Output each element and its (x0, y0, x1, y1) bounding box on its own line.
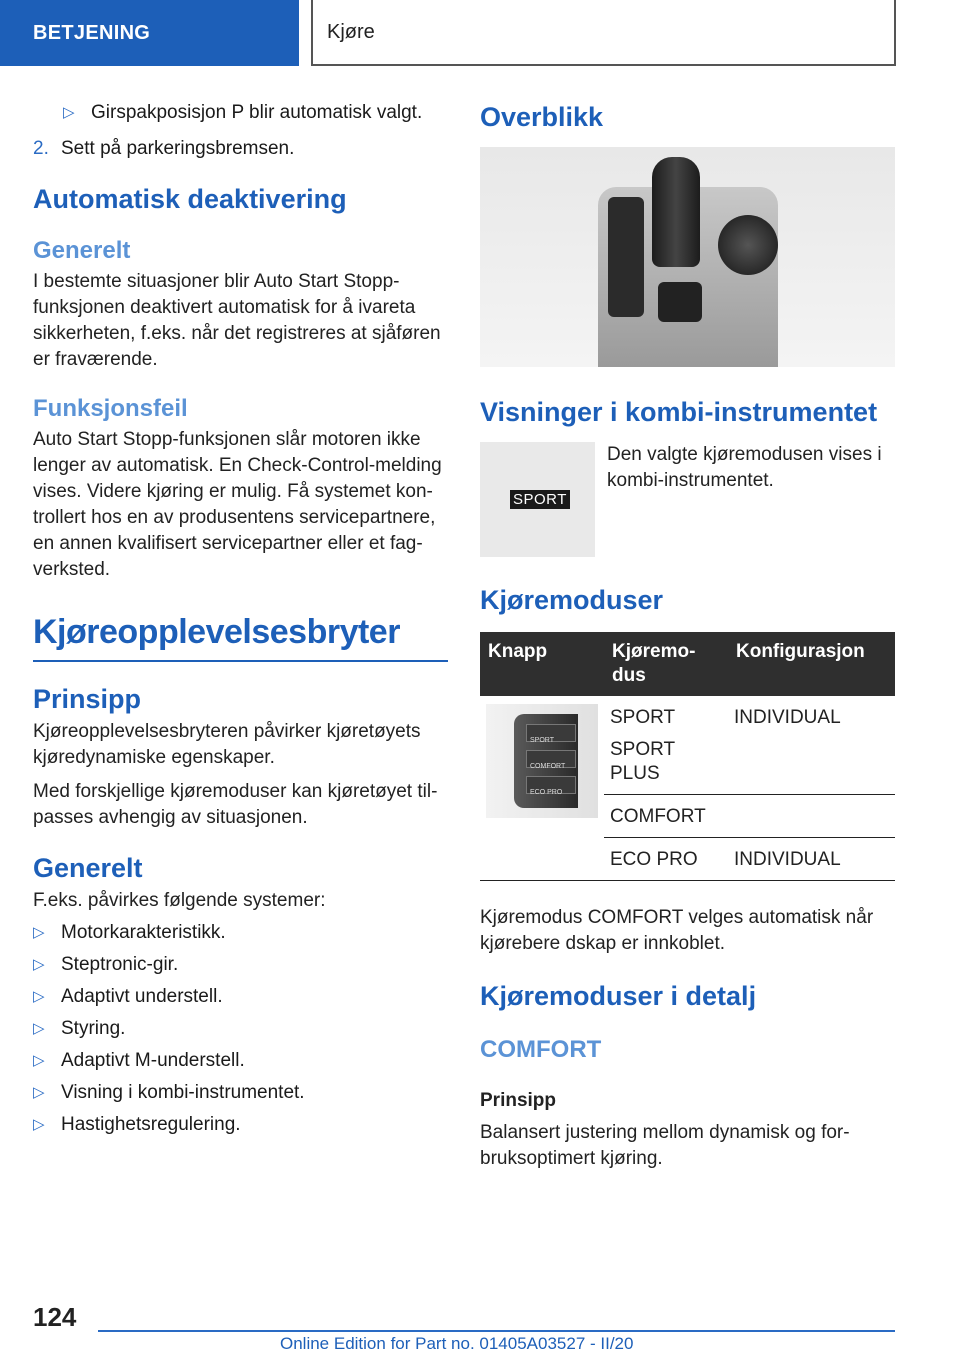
comfort-button-label: COMFORT (530, 763, 566, 770)
paragraph-prinsipp-2: Med forskjellige kjøremoduser kan kjøretøyet til-passes avhengig av situasjonen. (33, 781, 438, 828)
paragraph-comfort-auto: Kjøremodus COMFORT velges automatisk når kjørebere dskap er innkoblet. (480, 907, 874, 954)
heading-comfort: COMFORT (480, 1036, 602, 1063)
right-column (480, 100, 895, 1172)
list-item-text: Motorkarakteristikk. (61, 922, 226, 943)
config-cell (728, 795, 895, 838)
triangle-bullet-icon: ▷ (33, 956, 45, 973)
mode-button-strip (608, 197, 644, 317)
button-image-cell (480, 696, 604, 881)
eco-pro-button-label: ECO PRO (530, 789, 563, 796)
triangle-bullet-icon: ▷ (33, 1116, 45, 1133)
mode-sport-plus: SPORT PLUS (610, 739, 675, 784)
heading-visninger: Visninger i kombi-instrumentet (480, 397, 878, 427)
heading-funksjonsfeil: Funksjonsfeil (33, 395, 188, 422)
gear-selector-shape (652, 157, 700, 267)
heading-generelt: Generelt (33, 237, 131, 264)
paragraph-visninger: Den valgte kjøremodusen vises i kombi-instrumentet. (607, 444, 882, 491)
heading-detalj: Kjøremoduser i detalj (480, 981, 757, 1011)
list-item-text: Adaptivt M-understell. (61, 1050, 245, 1071)
edition-link[interactable]: Online Edition for Part no. 01405A03527 - II/20 (280, 1334, 634, 1353)
config-cell: INDIVIDUAL (728, 838, 895, 881)
heading-kjoremoduser: Kjøremoduser (480, 585, 664, 615)
table-row (480, 696, 895, 795)
list-item (33, 952, 448, 978)
column-header-kjoremodus: Kjøremo-dus (604, 632, 728, 696)
heading-generelt-2: Generelt (33, 853, 143, 883)
sport-button-label: SPORT (530, 737, 554, 744)
list-item-text: Adaptivt understell. (61, 986, 223, 1007)
paragraph-prinsipp-1: Kjøreopplevelsesbryteren påvirker kjøretøyets kjøredynamiske egenskaper. (33, 721, 421, 768)
mode-sport: SPORT (610, 707, 676, 728)
console-photo (480, 147, 895, 367)
list-item-text: Hastighetsregulering. (61, 1114, 241, 1135)
triangle-bullet-icon: ▷ (63, 104, 75, 121)
step-item (33, 136, 448, 162)
list-item-text: Visning i kombi-instrumentet. (61, 1082, 305, 1103)
heading-rule (33, 660, 448, 662)
left-column (33, 100, 448, 1144)
page-number: 124 (33, 1302, 77, 1332)
heading-prinsipp: Prinsipp (33, 684, 142, 714)
list-item (33, 100, 448, 126)
mode-buttons-photo (486, 704, 598, 818)
triangle-bullet-icon: ▷ (33, 1020, 45, 1037)
section-tab: BETJENING (0, 0, 299, 66)
sport-display-image (480, 442, 595, 557)
paragraph-comfort-prinsipp: Balansert justering mellom dynamisk og for-bruksoptimert kjøring. (480, 1122, 850, 1169)
footer-rule (98, 1330, 895, 1332)
step-text: Sett på parkeringsbremsen. (61, 138, 295, 159)
paragraph-funksjonsfeil: Auto Start Stopp-funksjonen slår motoren ikke lenger av automatisk. En Check-Control-melding vises. Videre kjøring er mulig. Få systemet kon-trollert hos en av produsentens servicepartnere, en annen kvalifisert servicepartner eller et fag-verksted. (33, 429, 442, 580)
heading-overblikk: Overblikk (480, 102, 604, 132)
mode-cell: COMFORT (604, 795, 728, 838)
driving-modes-table (480, 632, 895, 881)
step-number: 2. (33, 138, 49, 159)
heading-prinsipp-comfort: Prinsipp (480, 1090, 557, 1111)
list-item (33, 1112, 448, 1138)
triangle-bullet-icon: ▷ (33, 1084, 45, 1101)
page-header (0, 0, 960, 66)
paragraph-generelt: I bestemte situasjoner blir Auto Start Stopp-funksjonen deaktivert automatisk for å ivareta sikkerheten, f.eks. når det registreres at sjåføren er fraværende. (33, 271, 441, 370)
systems-list (33, 920, 448, 1138)
sport-display-label: SPORT (510, 490, 570, 509)
mode-cell: ECO PRO (604, 838, 728, 881)
display-section (480, 442, 895, 557)
config-cell: INDIVIDUAL (728, 696, 895, 795)
list-item-text: Styring. (61, 1018, 126, 1039)
parking-brake-button-shape (658, 282, 702, 322)
table-header-row (480, 632, 895, 696)
triangle-bullet-icon: ▷ (33, 924, 45, 941)
column-header-knapp: Knapp (480, 632, 604, 696)
list-item (33, 1080, 448, 1106)
chapter-title: Kjøre (311, 0, 896, 66)
triangle-bullet-icon: ▷ (33, 988, 45, 1005)
list-item (33, 920, 448, 946)
list-item (33, 1048, 448, 1074)
heading-auto-deactivation: Automatisk deaktivering (33, 184, 347, 214)
controller-knob-shape (718, 215, 778, 275)
column-header-konfigurasjon: Konfigurasjon (728, 632, 895, 696)
heading-main: Kjøreopplevelsesbryter (33, 613, 400, 651)
paragraph-generelt-2: F.eks. påvirkes følgende systemer: (33, 890, 326, 911)
list-item (33, 1016, 448, 1042)
list-item-text: Steptronic-gir. (61, 954, 179, 975)
mode-cell (604, 696, 728, 795)
list-item (33, 984, 448, 1010)
triangle-bullet-icon: ▷ (33, 1052, 45, 1069)
list-item-text: Girspakposisjon P blir automatisk valgt. (91, 102, 423, 123)
